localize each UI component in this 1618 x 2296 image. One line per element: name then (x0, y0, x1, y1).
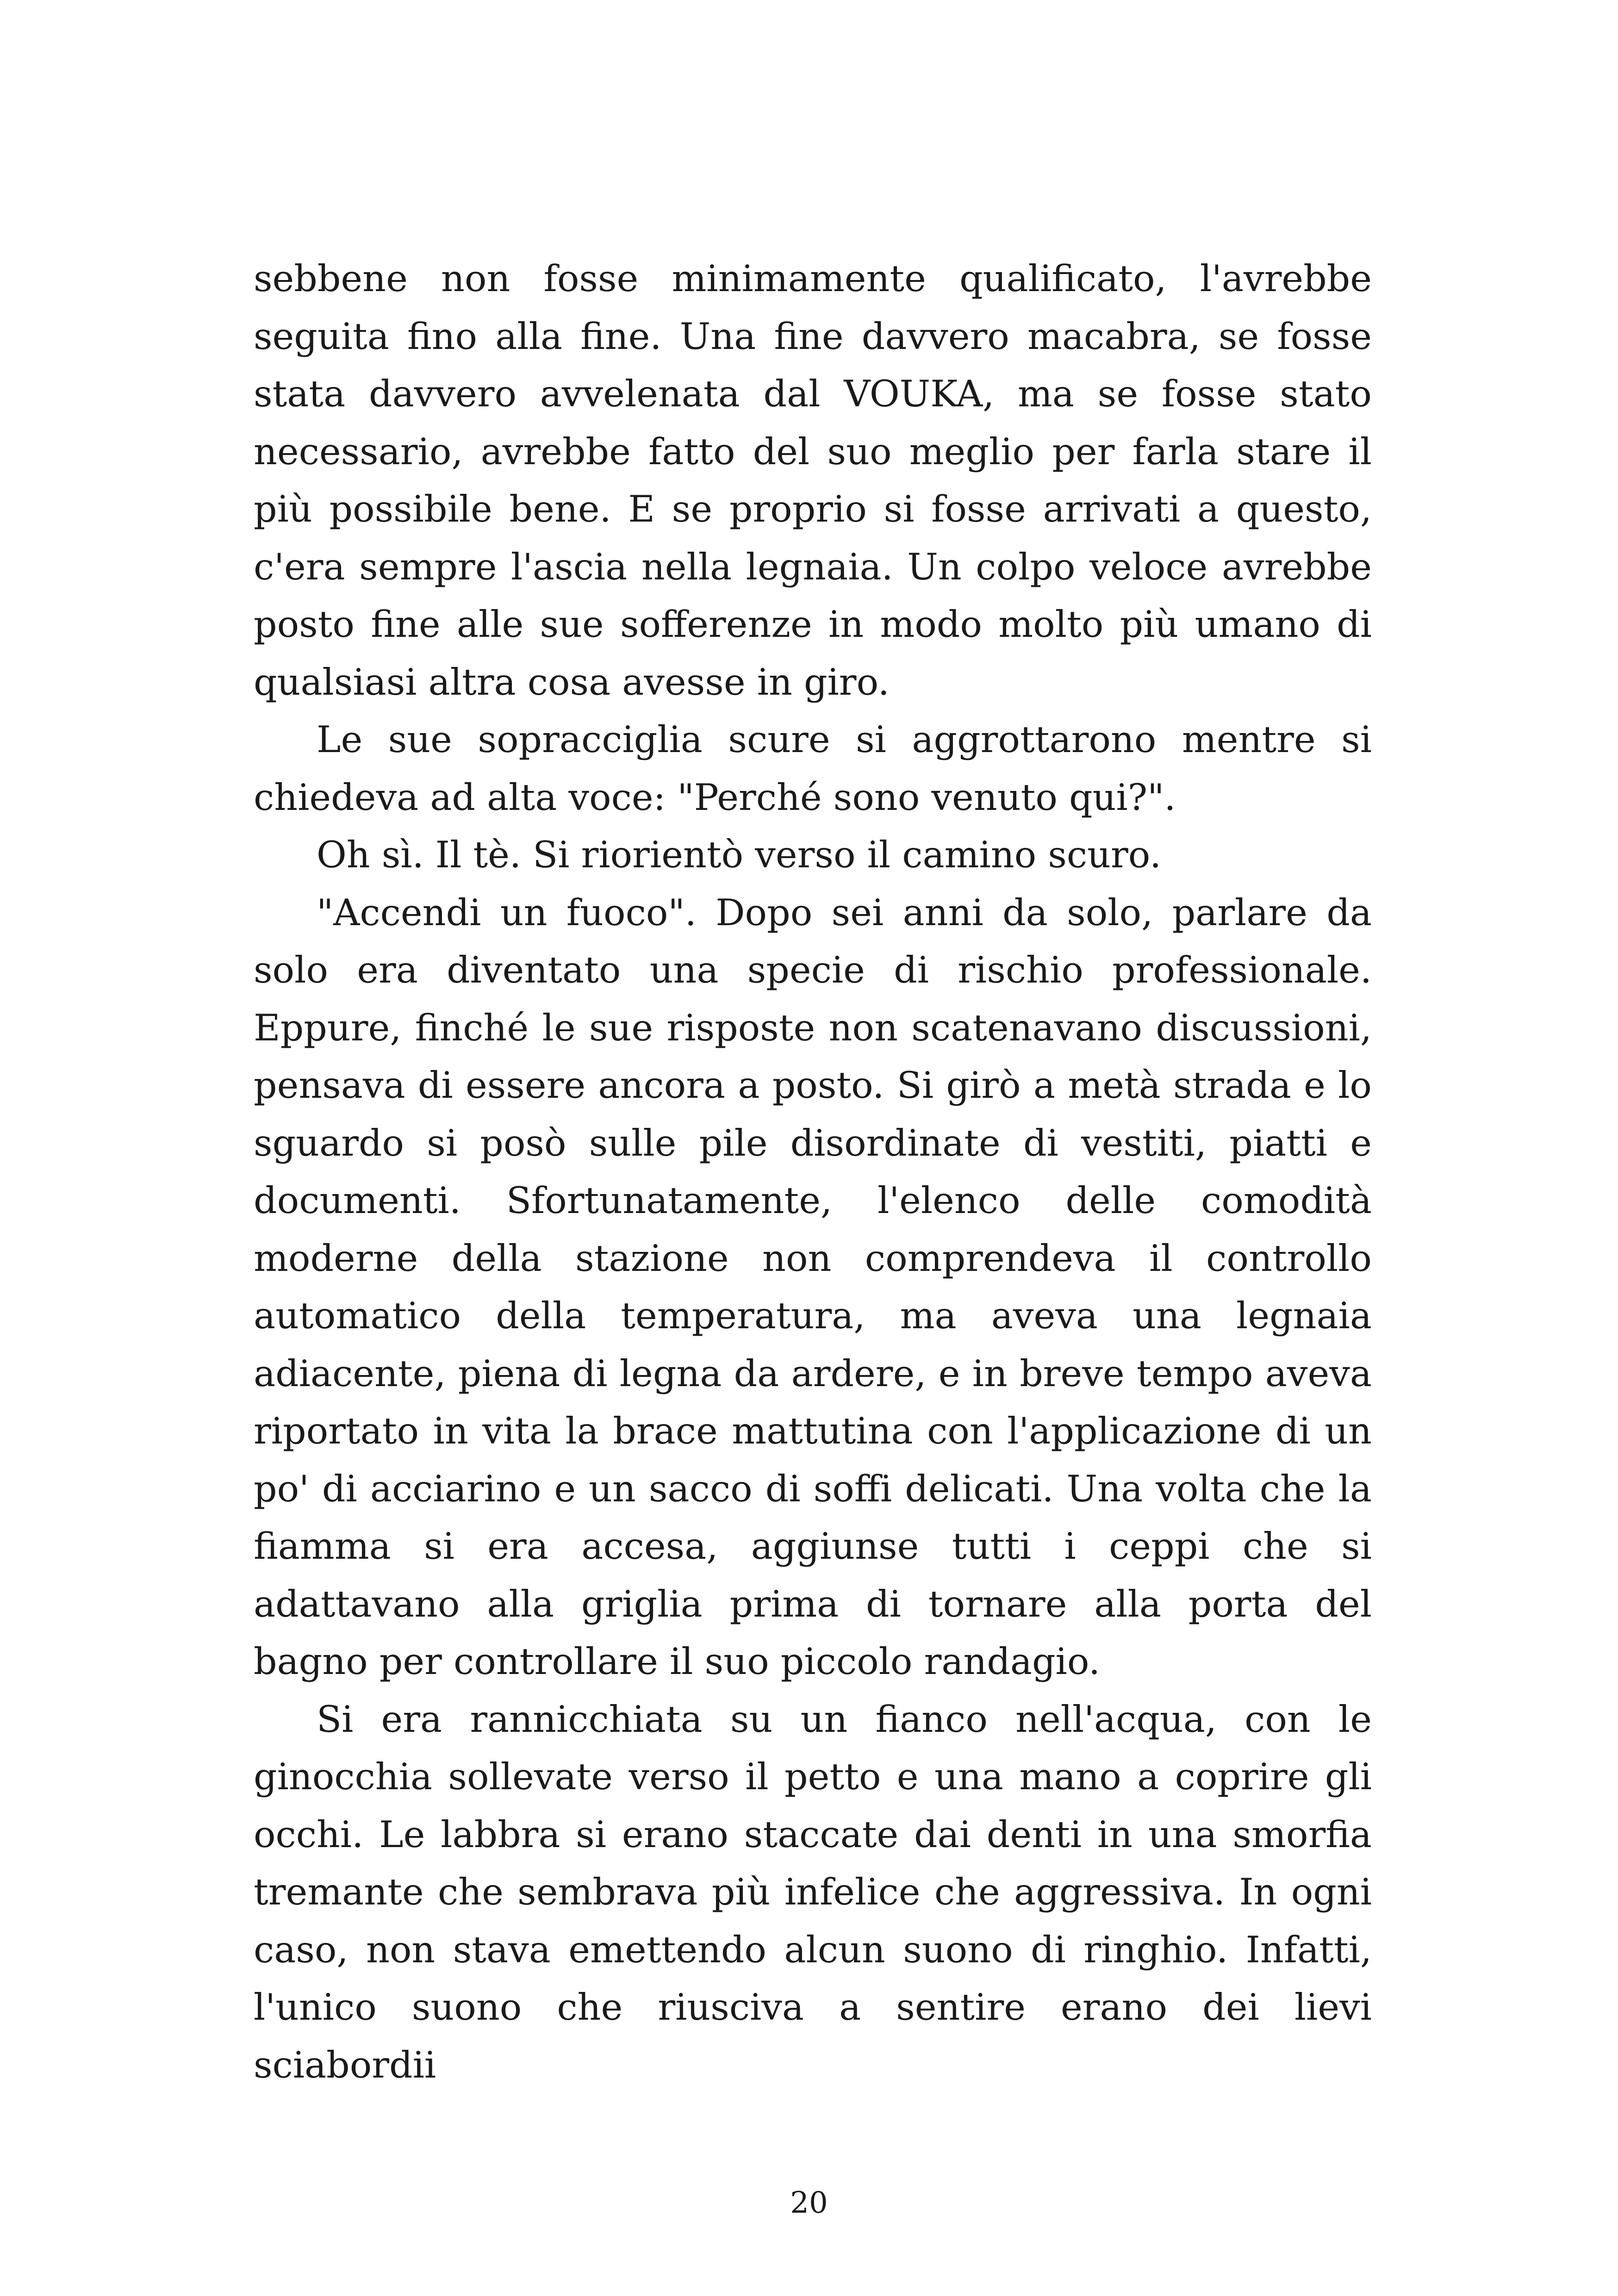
paragraph-2: Le sue sopracciglia scure si aggrottarono mentre si chiedeva ad alta voce: "Perché sono venuto qui?". (254, 718, 1372, 819)
paragraph-1: sebbene non fosse minimamente qualificato, l'avrebbe seguita fino alla fine. Una fine davvero macabra, se fosse stata davvero avvelenata dal VOUKA, ma se fosse stato necessario, avrebbe fatto del suo meglio per farla stare il più possibile bene. E se proprio si fosse arrivati a questo, c'era sempre l'ascia nella legnaia. Un colpo veloce avrebbe posto fine alle sue sofferenze in modo molto più umano di qualsiasi altra cosa avesse in giro. (254, 257, 1372, 703)
page-number: 20 (790, 2186, 828, 2220)
body-text (254, 250, 1372, 2094)
paragraph-5: Si era rannicchiata su un fianco nell'acqua, con le ginocchia sollevate verso il petto e una mano a coprire gli occhi. Le labbra si erano staccate dai denti in una smorfia tremante che sembrava più infelice che aggressiva. In ogni caso, non stava emettendo alcun suono di ringhio. Infatti, l'unico suono che riusciva a sentire erano dei lievi sciabordii (254, 1698, 1372, 2086)
paragraph-4: "Accendi un fuoco". Dopo sei anni da solo, parlare da solo era diventato una specie di rischio professionale. Eppure, finché le sue risposte non scatenavano discussioni, pensava di essere ancora a posto. Si girò a metà strada e lo sguardo si posò sulle pile disordinate di vestiti, piatti e documenti. Sfortunatamente, l'elenco delle comodità moderne della stazione non comprendeva il controllo automatico della temperatura, ma aveva una legnaia adiacente, piena di legna da ardere, e in breve tempo aveva riportato in vita la brace mattutina con l'applicazione di un po' di acciarino e un sacco di soffi delicati. Una volta che la fiamma si era accesa, aggiunse tutti i ceppi che si adattavano alla griglia prima di tornare alla porta del bagno per controllare il suo piccolo randagio. (254, 891, 1372, 1683)
paragraph-3: Oh sì. Il tè. Si riorientò verso il camino scuro. (317, 834, 1162, 876)
